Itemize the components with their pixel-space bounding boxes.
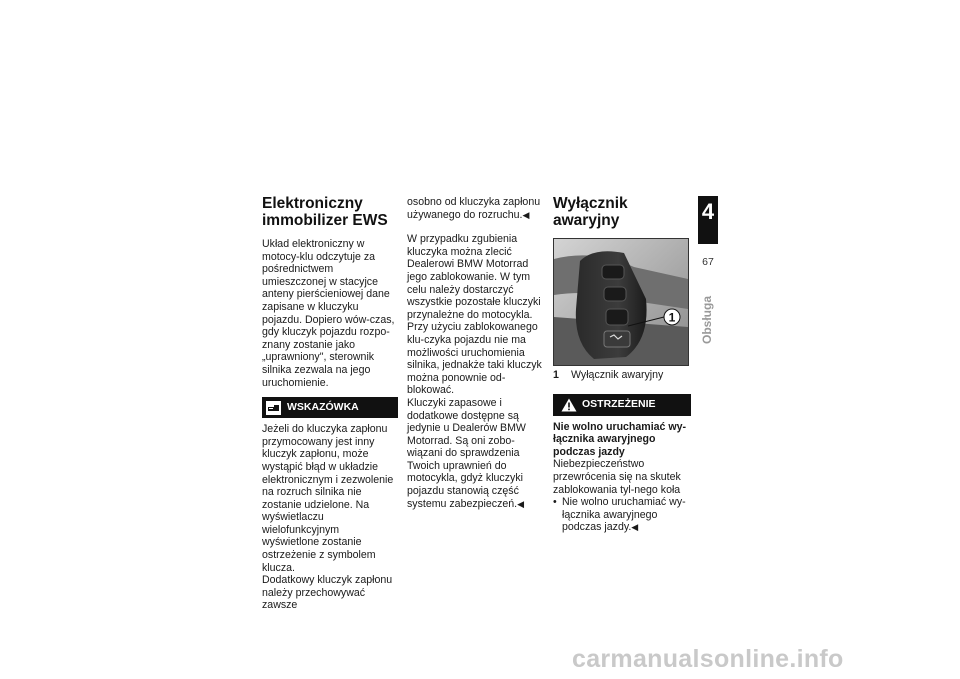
handlebar-switch-illustration	[554, 239, 688, 365]
end-mark-icon: ◀	[517, 498, 525, 509]
warning-label: OSTRZEŻENIE	[582, 398, 656, 411]
warning-triangle-icon	[561, 398, 577, 412]
chapter-tab: 4	[698, 196, 718, 244]
warning-banner	[553, 394, 691, 416]
page-number: 67	[702, 256, 714, 268]
blocked-key-paragraph: Przy użyciu zablokowanego klu-czyka pojazdu nie ma możliwości uruchomienia silnika, jednakże taki kluczyk można ponownie od-blokować.	[407, 321, 542, 397]
middle-column	[407, 196, 545, 510]
photo-caption	[553, 369, 691, 382]
caption-text: Wyłącznik awaryjny	[571, 369, 664, 381]
caption-number: 1	[553, 369, 559, 381]
warning-text: Niebezpieczeństwo przewrócenia się na skutek zablokowania tyl-nego koła	[553, 458, 681, 496]
key-separate-paragraph: osobno od kluczyka zapłonu używanego do rozruchu.◀	[407, 196, 541, 221]
hand-note-icon	[266, 401, 281, 415]
watermark: carmanualsonline.info	[572, 645, 844, 673]
bullet-text: Nie wolno uruchamiać wy-łącznika awaryjnego podczas jazdy.	[562, 496, 686, 534]
section-heading-ews: Elektroniczny immobilizer EWS	[262, 195, 388, 229]
note-paragraph-2: Dodatkowy kluczyk zapłonu należy przechowywać zawsze	[262, 574, 393, 612]
section-heading-kill-switch: Wyłącznik awaryjny	[553, 195, 628, 229]
photo-callout-number: 1	[668, 310, 676, 325]
chapter-side-label: Obsługa	[700, 295, 714, 344]
note-banner	[262, 397, 398, 418]
left-column	[262, 196, 398, 612]
right-column	[553, 196, 691, 534]
bullet-dot-icon: •	[553, 496, 557, 509]
spare-key-paragraph: Kluczyki zapasowe i dodatkowe dostępne są jedynie u Dealerów BMW Motorrad. Są oni zobo-wiązani do sprawdzenia Twoich uprawnień do motocykla, gdyż kluczyki pojazdu stanowią część systemu zabezpieczeń.◀	[407, 396, 526, 510]
warning-title: Nie wolno uruchamiać wy-łącznika awaryjnego podczas jazdy	[553, 420, 687, 458]
lost-key-paragraph: W przypadku zgubienia kluczyka można zlecić Dealerowi BMW Motorrad jego zablokowanie. W tym celu należy dostarczyć wszystkie pozostałe kluczyki przynależne do motocykla.	[407, 233, 541, 321]
note-label: WSKAZÓWKA	[287, 401, 359, 414]
warning-bullet-item	[553, 496, 691, 534]
ews-intro-paragraph: Układ elektroniczny w motocy-klu odczytuje za pośrednictwem umieszczonej w stacyjce anteny pierścieniowej dane zapisane w kluczyku pojazdu. Dopiero wów-czas, gdy kluczyk pojazdu rozpo-znany zostanie jako „uprawniony", sterownik silnika zezwala na jego uruchomienie.	[262, 238, 395, 389]
end-mark-icon: ◀	[522, 209, 530, 220]
note-paragraph: Jeżeli do kluczyka zapłonu przymocowany jest inny kluczyk zapłonu, może wystąpić błąd w układzie elektronicznym i zezwolenie na rozruch silnika nie zostanie udzielone. Na wyświetlaczu wielofunkcyjnym wyświetlone zostanie ostrzeżenie z symbolem klucza.	[262, 423, 394, 574]
kill-switch-photo	[553, 238, 689, 366]
end-mark-icon: ◀	[631, 522, 639, 533]
